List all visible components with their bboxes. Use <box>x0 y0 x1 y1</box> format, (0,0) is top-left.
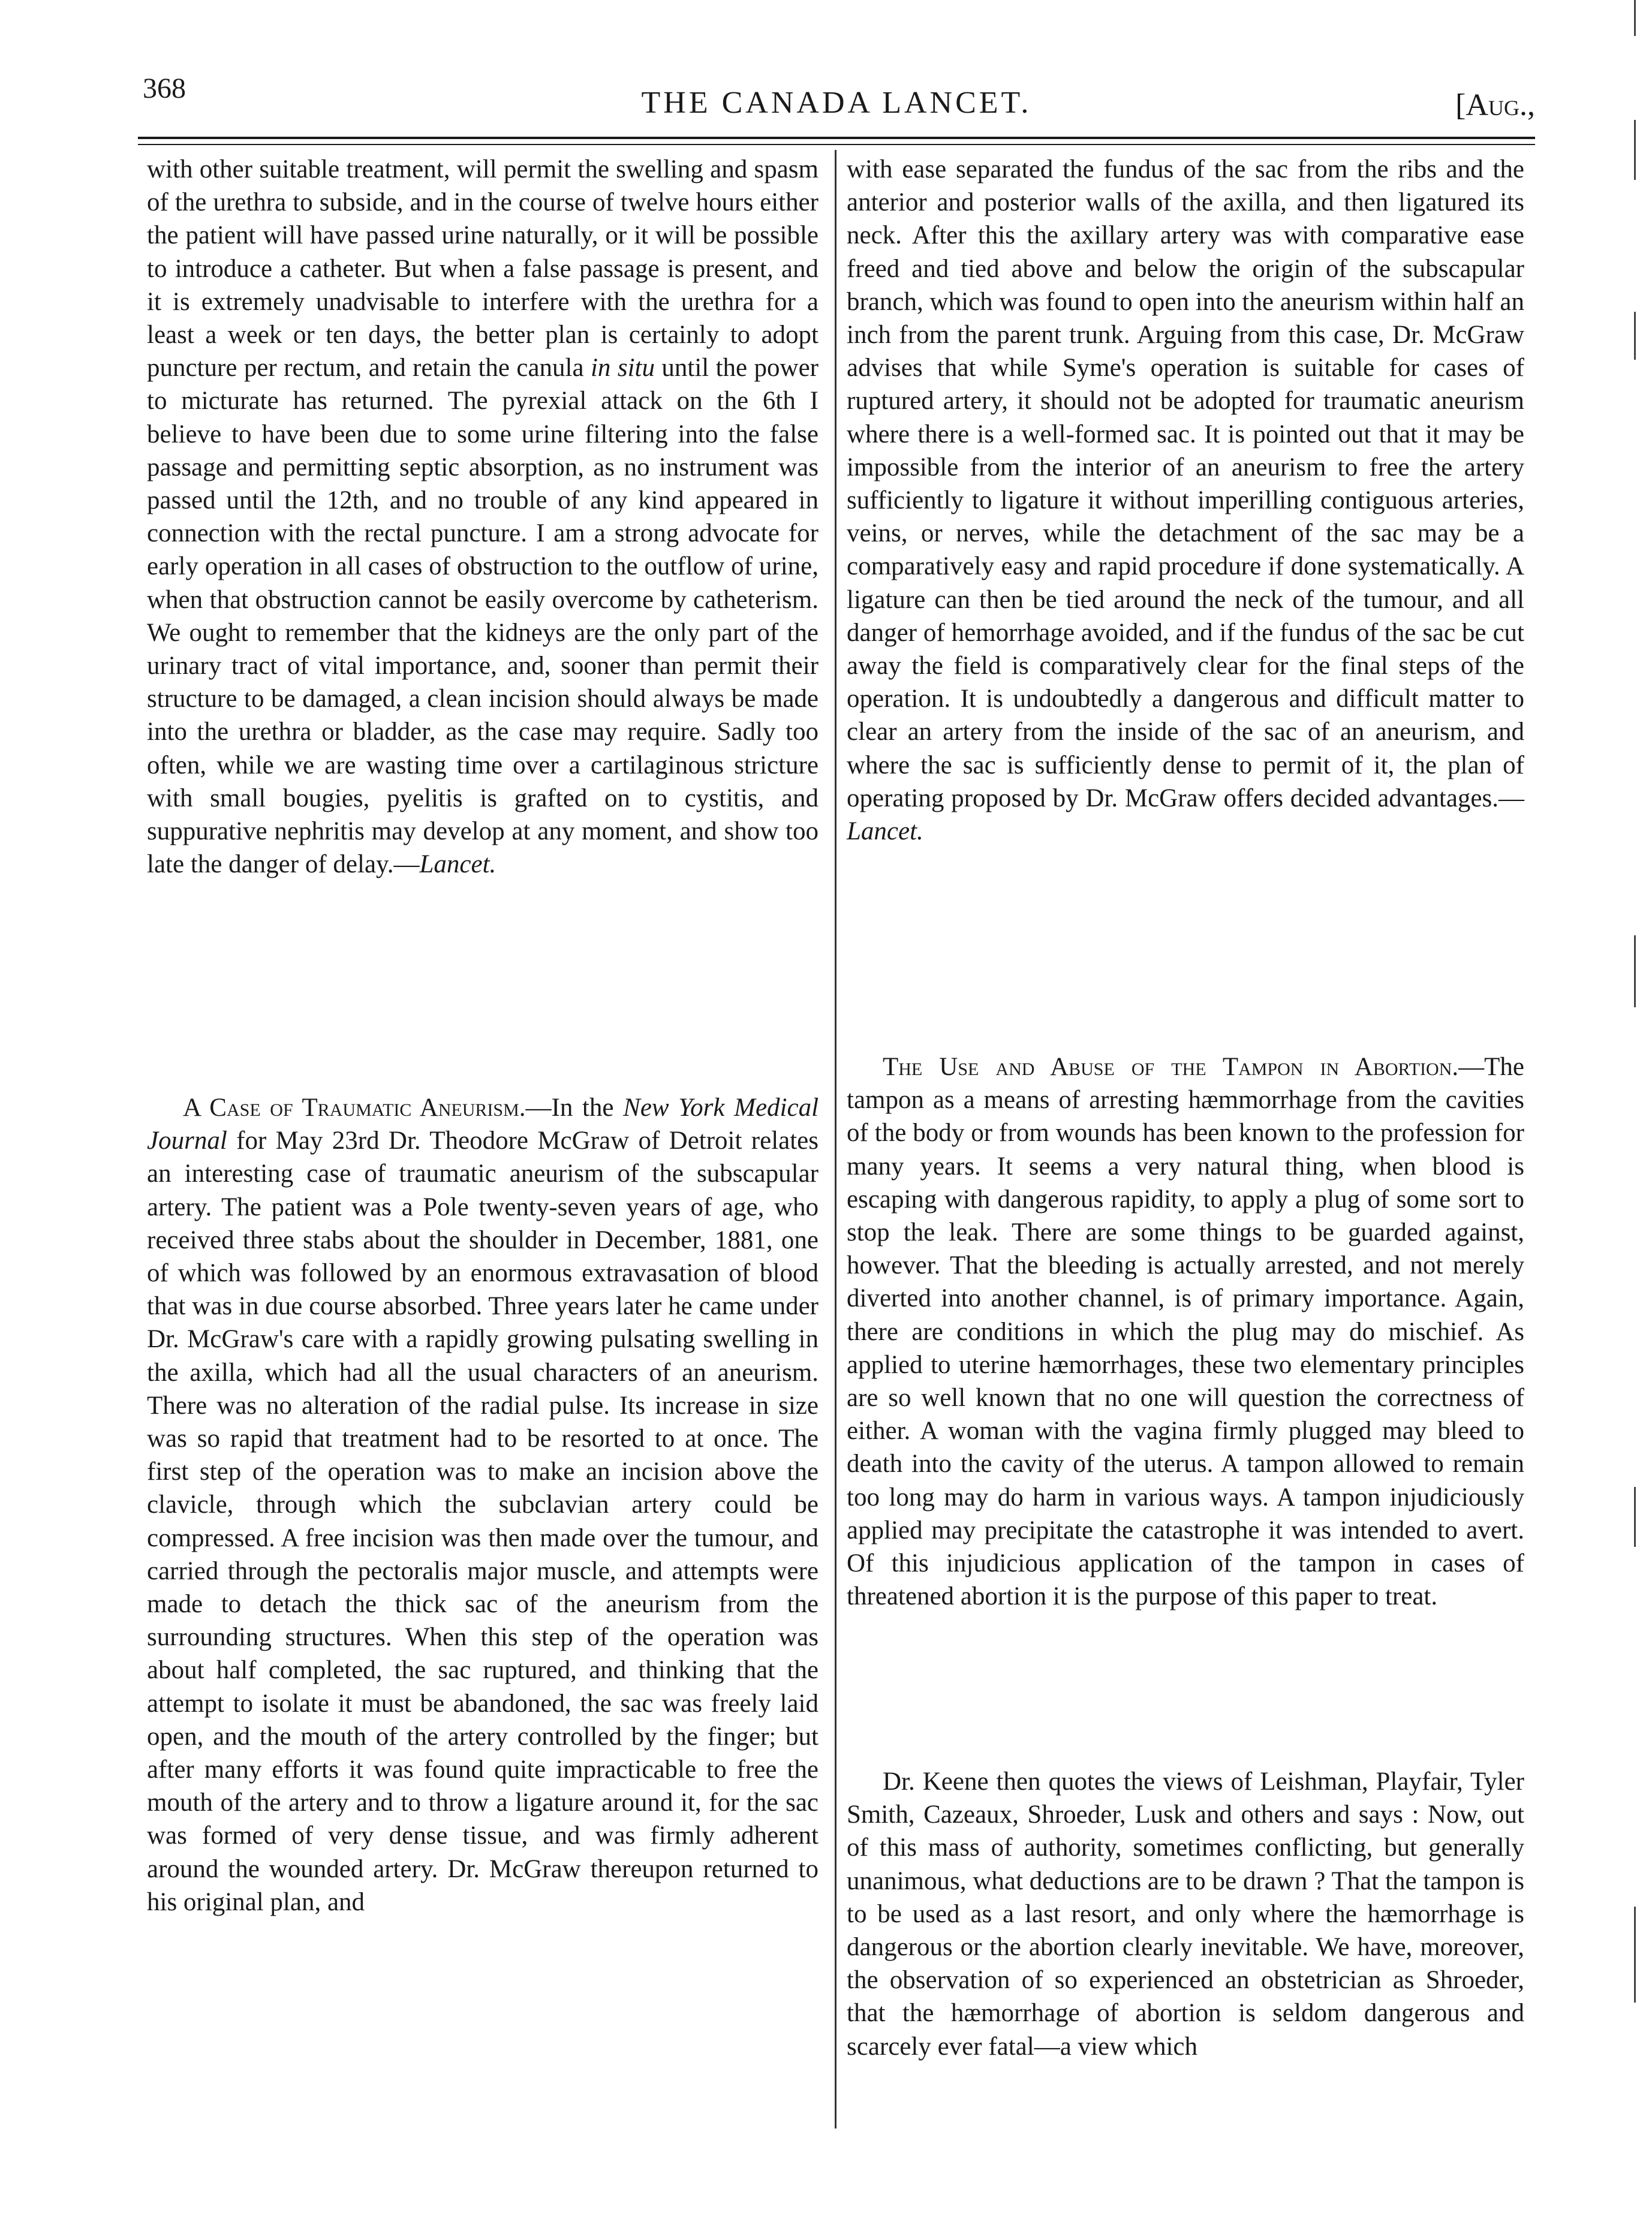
journal-name: New York Medical Journal <box>147 1094 819 1155</box>
aneurism-article: A Case of Traumatic Aneurism.—In the New York Medical Journal for May 23rd Dr. Theodore McGraw of Detroit relates an interesting case of traumatic aneurism of the subscapular artery. The patient was a Pole twenty-seven years of age, who received three stabs about the shoulder in December, 1881, one of which was followed by an enormous extravasation of blood that was in due course absorbed. Three years later he came under Dr. McGraw's care with a rapidly growing pulsating swelling in the axilla, which had all the usual characters of an aneurism. There was no alteration of the radial pulse. Its increase in size was so rapid that treatment had to be resorted to at once. The first step of the operation was to make an incision above the clavicle, through which the subclavian artery could be compressed. A free incision was then made over the tumour, and carried through the pectoralis major muscle, and attempts were made to detach the thick sac of the aneurism from the surrounding structures. When this step of the operation was about half completed, the sac ruptured, and thinking that the attempt to isolate it must be abandoned, the sac was freely laid open, and the mouth of the artery controlled by the finger; but after many efforts it was found quite impracticable to free the mouth of the artery and to throw a ligature around it, for the sac was formed of very dense tissue, and was firmly adherent around the wounded artery. Dr. McGraw thereupon returned to his original plan, and <box>147 1094 819 1916</box>
left-column-continuation <box>147 153 819 881</box>
issue-month: [Aug., <box>1455 88 1535 122</box>
scan-edge-mark <box>1634 312 1636 360</box>
scan-edge-mark <box>1634 935 1636 1007</box>
header-rule-thin <box>138 144 1535 145</box>
scan-edge-mark <box>1634 120 1636 180</box>
right-column-keene <box>847 1765 1524 2063</box>
aneurism-article-continuation: with ease separated the fundus of the sac from the ribs and the anterior and posterior walls of the axilla, and then ligatured its neck. After this the axillary artery was with comparative ease freed and tied above and below the origin of the subscapular branch, which was found to open into the aneurism within half an inch from the parent trunk. Arguing from this case, Dr. McGraw advises that while Syme's operation is suitable for cases of ruptured artery, it should not be adopted for traumatic aneurism where there is a well-formed sac. It is pointed out that it may be impossible from the interior of an aneurism to free the artery sufficiently to ligature it without imperilling contiguous arteries, veins, or nerves, while the detachment of the sac may be a comparatively easy and rapid procedure if done systematically. A ligature can then be tied around the neck of the tumour, and all danger of hemorrhage avoided, and if the fundus of the sac be cut away the field is comparatively clear for the final steps of the operation. It is undoubtedly a dangerous and difficult matter to clear an artery from the inside of the sac of an aneurism, and where the sac is sufficiently dense to permit of it, the plan of operating proposed by Dr. McGraw offers decided advantages.—Lancet. <box>847 155 1524 846</box>
scan-edge-mark <box>1634 1487 1636 1547</box>
source-citation: Lancet. <box>847 817 923 846</box>
right-column-aneurism-cont <box>847 153 1524 848</box>
left-column-aneurism <box>147 1091 819 1919</box>
italic-in-situ: in situ <box>590 354 655 383</box>
keene-paragraph: Dr. Keene then quotes the views of Leishman, Playfair, Tyler Smith, Cazeaux, Shroeder, Lusk and others and says : Now, out of this mass of authority, sometimes conflicting, but generally unanimous, what deductions are to be drawn ? That the tampon is to be used as a last resort, and only where the hæmorrhage is dangerous or the abortion clearly inevitable. We have, moreover, the observation of so experienced an obstetrician as Shroeder, that the hæmorrhage of abortion is seldom dangerous and scarcely ever fatal—a view which <box>847 1768 1524 2061</box>
source-citation: Lancet. <box>419 850 496 879</box>
tampon-article: The Use and Abuse of the Tampon in Abortion.—The tampon as a means of arresting hæmmorrhage from the cavities of the body or from wounds has been known to the profession for many years. It seems a very natural thing, when blood is escaping with dangerous rapidity, to apply a plug of some sort to stop the leak. There are some things to be guarded against, however. That the bleeding is actually arrested, and not merely diverted into another channel, is of primary importance. Again, there are conditions in which the plug may do mischief. As applied to uterine hæmorrhages, these two elementary principles are so well known that no one will question the correctness of either. A woman with the vagina firmly plugged may bleed to death into the cavity of the uterus. A tampon allowed to remain too long may do harm in various ways. A tampon injudiciously applied may precipitate the catastrophe it was intended to avert. Of this injudicious application of the tampon in cases of threatened abortion it is the purpose of this paper to treat. <box>847 1053 1524 1611</box>
page-number: 368 <box>143 73 186 104</box>
page-header <box>138 72 1535 144</box>
urethra-article-continuation: with other suitable treatment, will permit the swelling and spasm of the urethra to subside, and in the course of twelve hours either the patient will have passed urine naturally, or it will be possible to introduce a catheter. But when a false passage is present, and it is extremely unadvisable to interfere with the urethra for a least a week or ten days, the better plan is certainly to adopt puncture per rectum, and retain the canula in situ until the power to micturate has returned. The pyrexial attack on the 6th I believe to have been due to some urine filtering into the false passage and permitting septic absorption, as no instrument was passed until the 12th, and no trouble of any kind appeared in connection with the rectal puncture. I am a strong advocate for early operation in all cases of obstruction to the outflow of urine, when that obstruction cannot be easily overcome by catheterism. We ought to remember that the kidneys are the only part of the urinary tract of vital importance, and, sooner than permit their structure to be damaged, a clean incision should always be made into the urethra or bladder, as the case may require. Sadly too often, while we are wasting time over a cartilaginous stricture with small bougies, pyelitis is grafted on to cystitis, and suppurative nephritis may develop at any moment, and show too late the danger of delay.—Lancet. <box>147 155 819 879</box>
right-column-tampon <box>847 1050 1524 1613</box>
scan-edge-mark <box>1634 0 1636 36</box>
column-divider <box>835 150 836 2128</box>
article-title: A Case of Traumatic Aneurism. <box>183 1094 526 1122</box>
running-title: THE CANADA LANCET. <box>641 86 1032 120</box>
header-rule-thick <box>138 137 1535 139</box>
article-title: The Use and Abuse of the Tampon in Abortion. <box>883 1053 1459 1081</box>
scan-edge-mark <box>1634 1907 1636 2003</box>
